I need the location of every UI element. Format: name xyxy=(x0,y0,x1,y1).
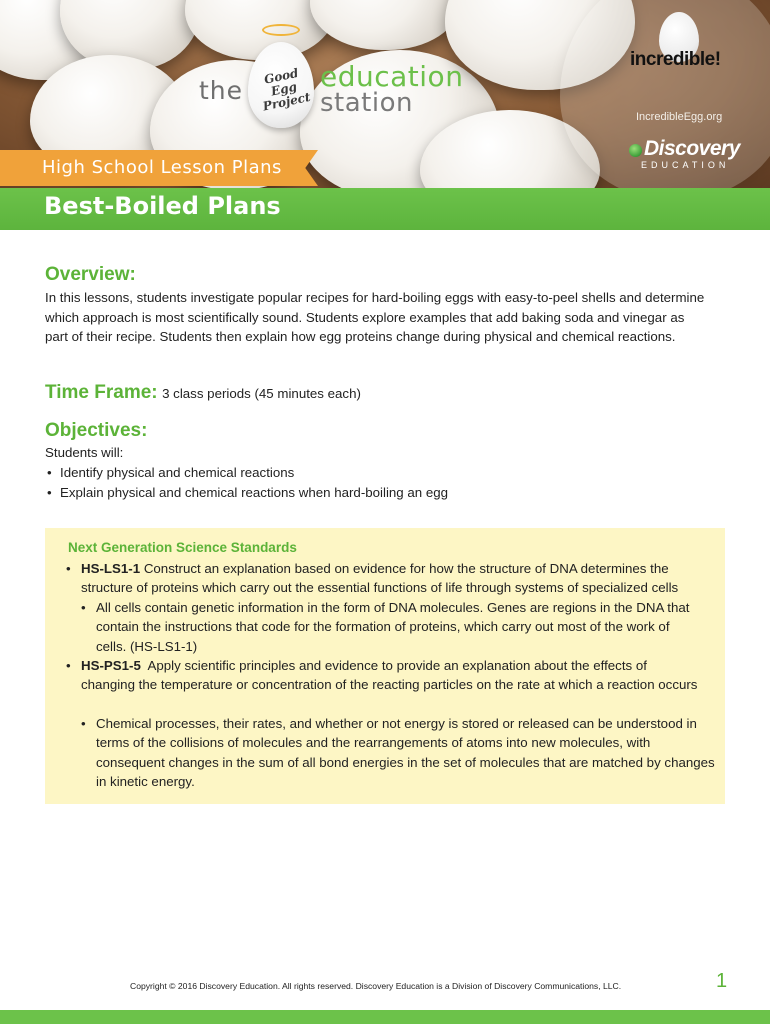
objectives-list xyxy=(45,443,448,503)
discovery-logo-text: Discovery xyxy=(644,137,740,160)
objectives-intro: Students will: xyxy=(45,445,124,460)
brand-education-text: education xyxy=(320,60,464,93)
brand-the-text: the xyxy=(199,76,244,105)
standard-code: HS-PS1-5 xyxy=(81,658,141,673)
timeframe-label: Time Frame: xyxy=(45,382,158,403)
bullet-icon: • xyxy=(66,561,71,576)
overview-text: In this lessons, students investigate popular recipes for hard-boiling eggs with easy-to-peel shells and determine which approach is most scientifically sound. Students explore examples that add baking soda and vinegar as part of their recipe. Students then explain how egg proteins change during physical and chemical reactions. xyxy=(45,290,705,344)
timeframe-value: 3 class periods (45 minutes each) xyxy=(162,386,361,401)
bullet-icon: • xyxy=(81,716,86,731)
incredible-egg-url: IncredibleEgg.org xyxy=(636,111,723,123)
standard-subtext: Chemical processes, their rates, and whether or not energy is stored or released can be understood in terms of the collisions of molecules and the rearrangements of atoms into new molecules, with consequent changes in the sum of all bond energies in the set of molecules that are matched by changes in kinetic energy. xyxy=(96,716,715,789)
brand-station-text: station xyxy=(320,88,413,118)
objectives-heading: Objectives: xyxy=(45,420,148,441)
egg-image xyxy=(310,0,460,50)
standard-subtext: All cells contain genetic information in the form of DNA molecules. Genes are regions in the DNA that contain the instructions that code for the formation of proteins, which carry out most of the work of cells. (HS-LS1-1) xyxy=(96,600,690,654)
standard-text: Apply scientific principles and evidence to provide an explanation about the effects of changing the temperature or concentration of the reacting particles on the rate at which a reaction occurs xyxy=(81,658,698,693)
copyright-text: Copyright © 2016 Discovery Education. All rights reserved. Discovery Education is a Division of Discovery Communications, LLC. xyxy=(130,981,622,991)
footer-bar xyxy=(0,1010,770,1024)
discovery-education-subtext: EDUCATION xyxy=(641,160,730,170)
standard-subitem-ls1-1 xyxy=(81,598,700,656)
standard-item-ps1-5 xyxy=(66,656,701,695)
incredible-logo-text: incredible! xyxy=(630,49,721,70)
page-number: 1 xyxy=(716,970,728,992)
bullet-icon: • xyxy=(66,658,71,673)
standards-title: Next Generation Science Standards xyxy=(68,540,297,555)
grade-ribbon-label: High School Lesson Plans xyxy=(42,157,282,178)
standard-code: HS-LS1-1 xyxy=(81,561,141,576)
good-egg-project-text: Good Egg Project xyxy=(261,65,312,114)
standard-item-ls1-1 xyxy=(66,559,721,598)
list-item: • Identify physical and chemical reactions xyxy=(45,463,448,483)
page-title: Best-Boiled Plans xyxy=(44,192,281,220)
standard-subitem-ps1-5 xyxy=(81,714,716,791)
discovery-globe-icon xyxy=(629,144,642,157)
timeframe-row xyxy=(45,382,361,404)
list-item: • Explain physical and chemical reactions when hard-boiling an egg xyxy=(45,483,448,503)
standard-text: Construct an explanation based on evidence for how the structure of DNA determines the structure of proteins which carry out the essential functions of life through systems of specialized cells xyxy=(81,561,679,596)
overview-heading: Overview: xyxy=(45,264,136,285)
halo-icon xyxy=(262,24,300,36)
bullet-icon: • xyxy=(81,600,86,615)
